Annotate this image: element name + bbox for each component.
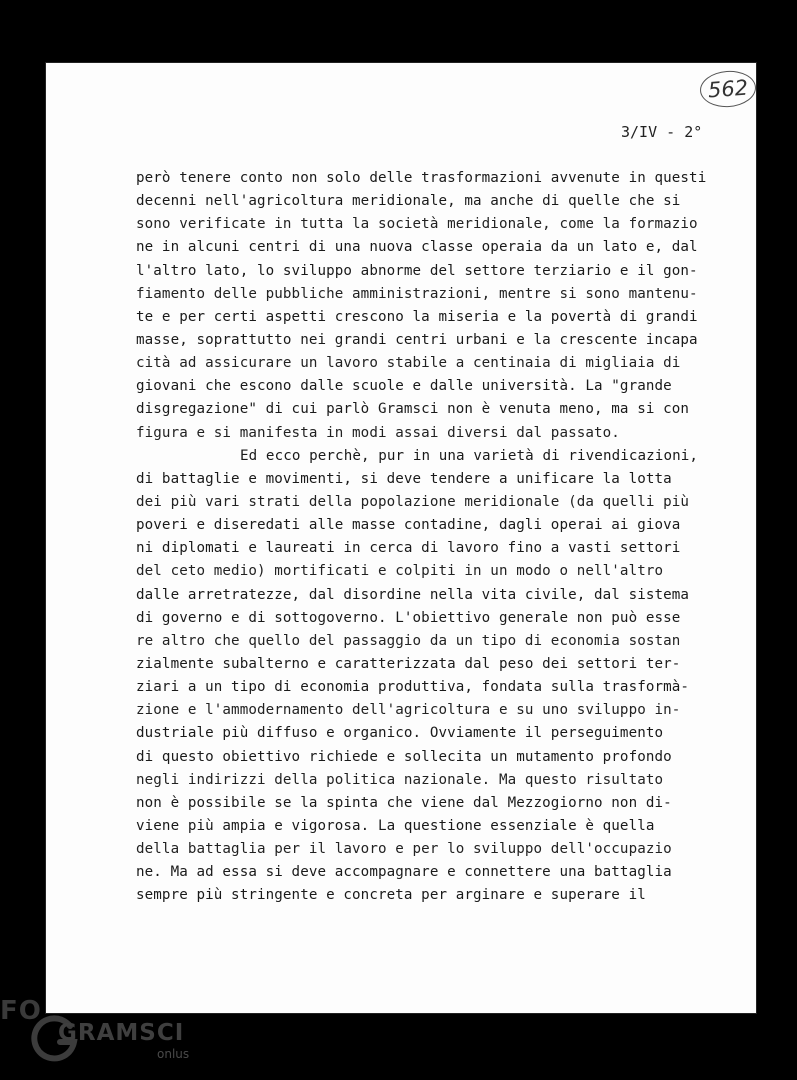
watermark-prefix: FO (0, 996, 42, 1026)
text-line: dustriale più diffuso e organico. Ovviamente il perseguimento (136, 725, 664, 742)
text-line: ne. Ma ad essa si deve accompagnare e connettere una battaglia (136, 864, 672, 881)
text-line: di questo obiettivo richiede e sollecita un mutamento profondo (136, 748, 672, 765)
body-text (136, 167, 736, 908)
text-line: non è possibile se la spinta che viene dal Mezzogiorno non di- (136, 794, 672, 811)
text-line: zialmente subalterno e caratterizzata dal peso dei settori ter- (136, 655, 681, 672)
text-line: però tenere conto non solo delle trasformazioni avvenute in questi (136, 170, 707, 186)
text-line: ne in alcuni centri di una nuova classe operaia da un lato e, dal (136, 239, 698, 256)
text-line: negli indirizzi della politica nazionale. Ma questo risultato (136, 771, 664, 788)
watermark-suffix: onlus (157, 1047, 190, 1061)
text-line: del ceto medio) mortificati e colpiti in un modo o nell'altro (136, 563, 664, 580)
text-line: dalle arretratezze, dal disordine nella vita civile, dal sistema (136, 586, 690, 603)
text-line: cità ad assicurare un lavoro stabile a centinaia di migliaia di (136, 355, 681, 372)
watermark-name: GRAMSCI (58, 1020, 185, 1046)
text-line: poveri e diseredati alle masse contadine, dagli operai ai giova (136, 517, 681, 534)
page-number-stamp: 562 (699, 69, 757, 109)
text-line: della battaglia per il lavoro e per lo sviluppo dell'occupazio (136, 841, 672, 858)
text-line: figura e si manifesta in modi assai diversi dal passato. (136, 424, 620, 441)
text-line: re altro che quello del passaggio da un tipo di economia sostan (136, 632, 681, 649)
text-line: ziari a un tipo di economia produttiva, fondata sulla trasformà- (136, 679, 690, 696)
text-line: di governo e di sottogoverno. L'obiettivo generale non può esse (136, 609, 681, 626)
paragraph-start-line: Ed ecco perchè, pur in una varietà di rivendicazioni, (240, 447, 699, 464)
text-line: dei più vari strati della popolazione meridionale (da quelli più (136, 493, 690, 510)
text-line: sono verificate in tutta la società meridionale, come la formazio (136, 216, 698, 233)
text-line: viene più ampia e vigorosa. La questione essenziale è quella (136, 817, 655, 834)
foundation-watermark-logo (0, 990, 240, 1070)
text-line: zione e l'ammodernamento dell'agricoltura e su uno sviluppo in- (136, 702, 681, 719)
text-line: fiamento delle pubbliche amministrazioni, mentre si sono mantenu- (136, 285, 698, 302)
document-reference: 3/IV - 2° (621, 123, 703, 141)
text-line: te e per certi aspetti crescono la miseria e la povertà di grandi (136, 308, 698, 325)
text-line: l'altro lato, lo sviluppo abnorme del settore terziario e il gon- (136, 262, 698, 279)
text-line: ni diplomati e laureati in cerca di lavoro fino a vasti settori (136, 540, 681, 557)
text-line: masse, soprattutto nei grandi centri urbani e la crescente incapa (136, 331, 698, 348)
text-line: disgregazione" di cui parlò Gramsci non è venuta meno, ma si con (136, 401, 690, 418)
text-line: giovani che escono dalle scuole e dalle università. La "grande (136, 378, 672, 395)
text-line: di battaglie e movimenti, si deve tendere a unificare la lotta (136, 470, 672, 487)
text-line: sempre più stringente e concreta per arginare e superare il (136, 887, 646, 904)
document-page (46, 63, 756, 1013)
text-line: decenni nell'agricoltura meridionale, ma anche di quelle che si (136, 193, 681, 210)
